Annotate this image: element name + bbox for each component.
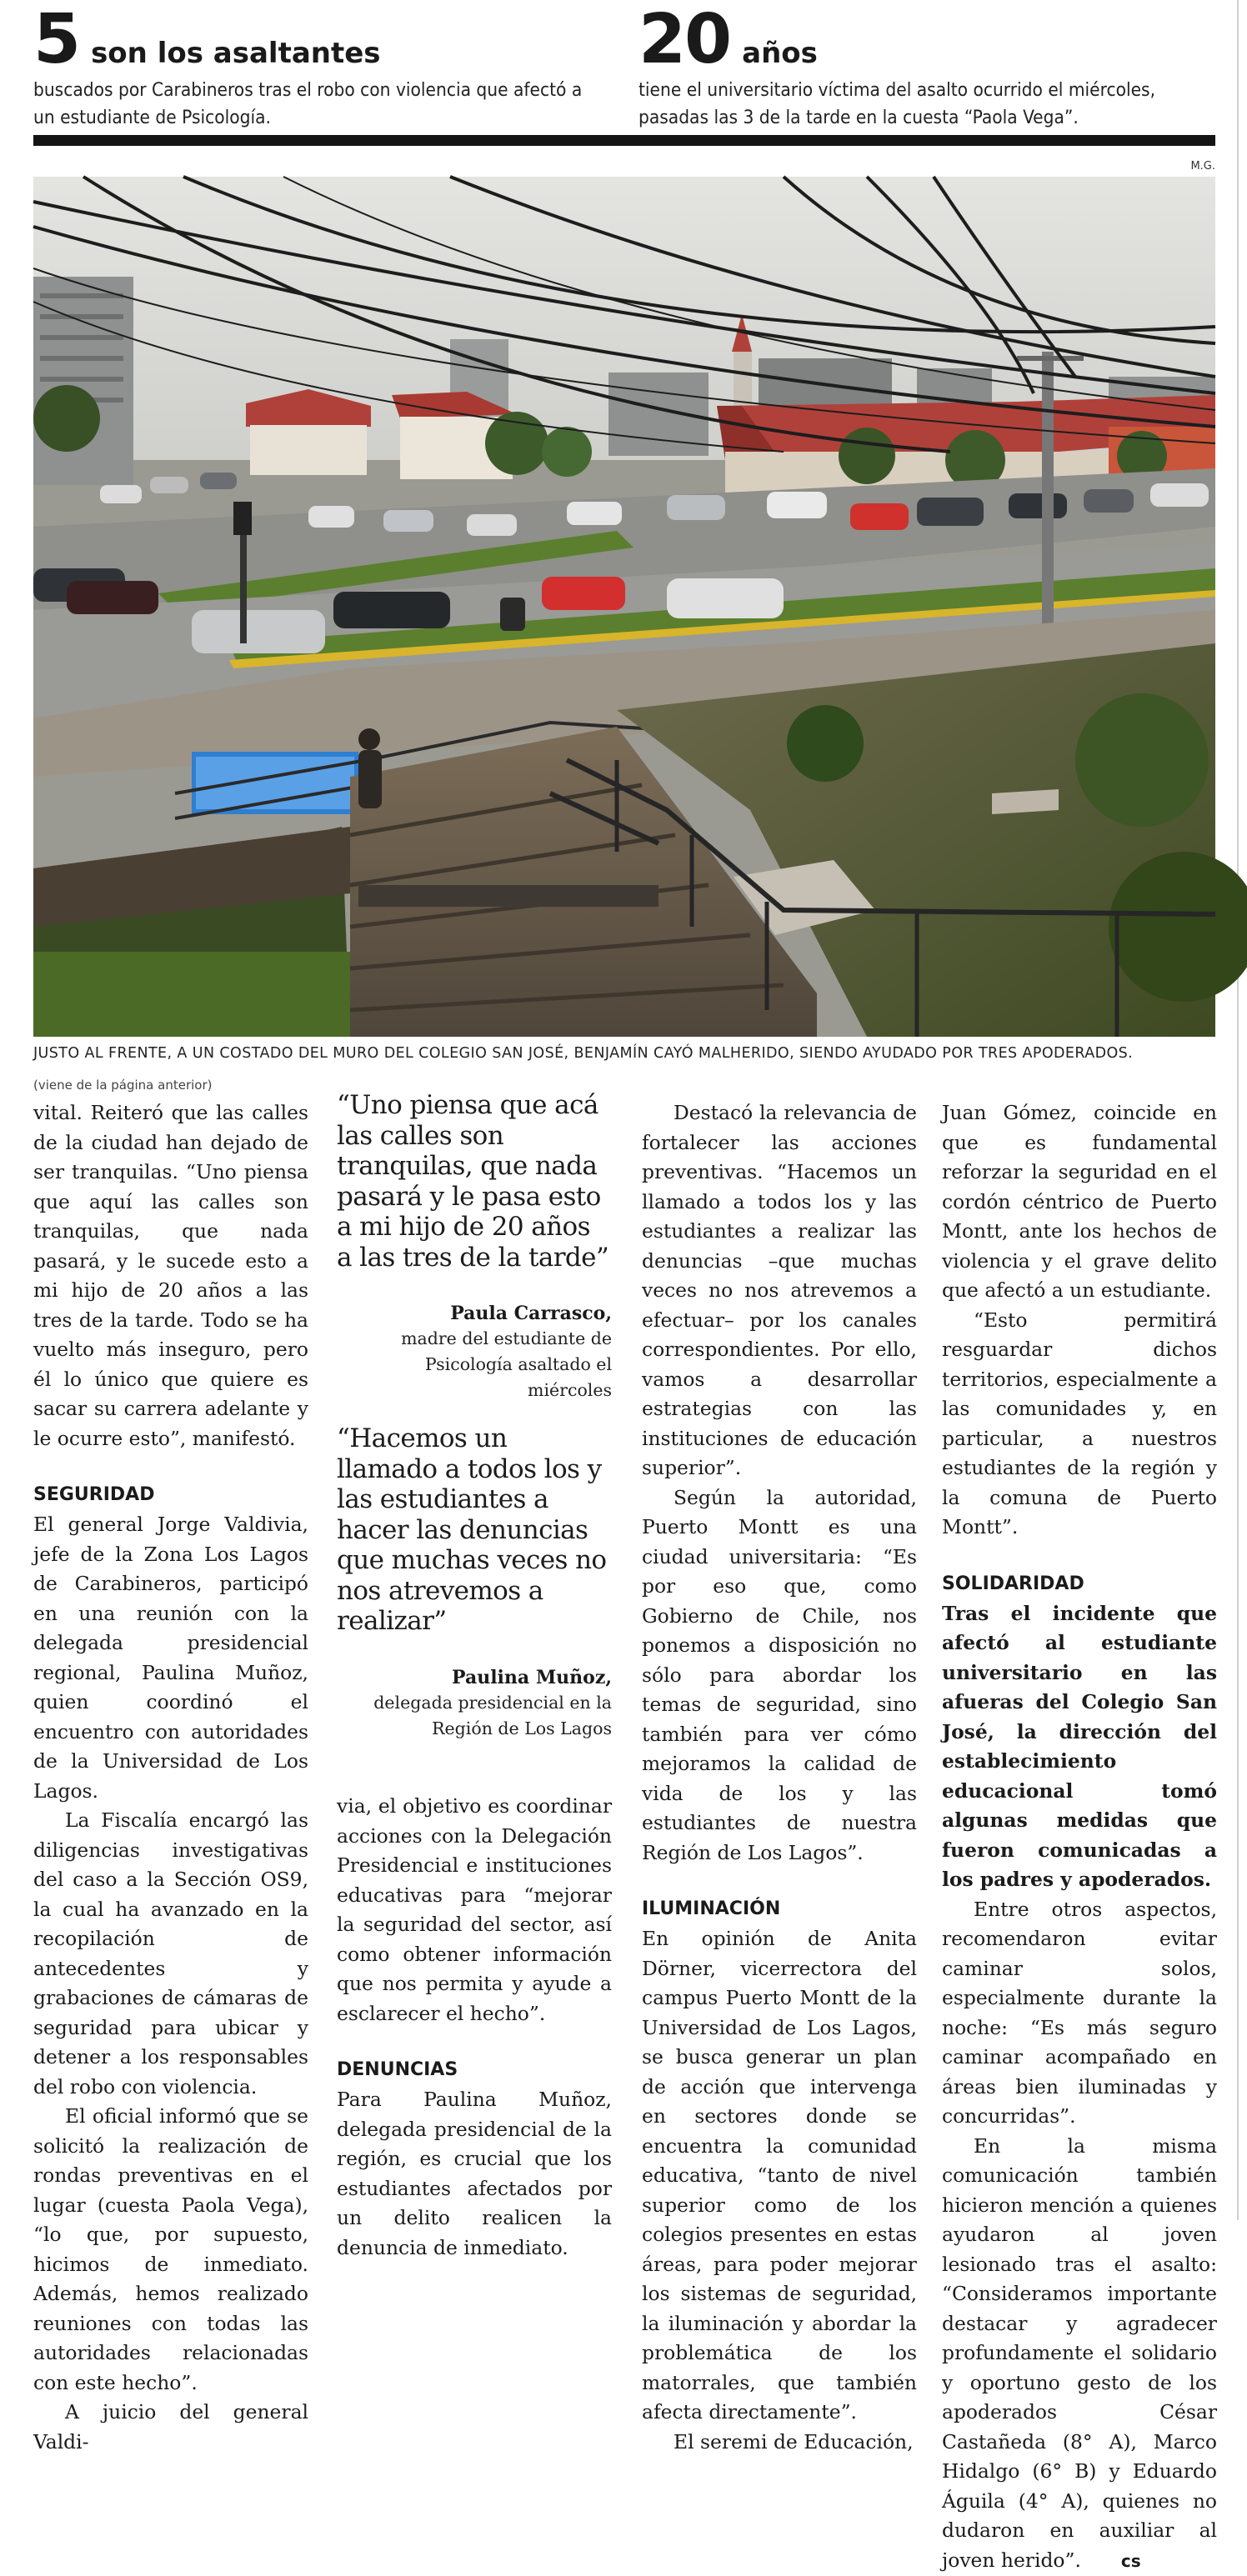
- subheading-denuncias: DENUNCIAS: [337, 2057, 612, 2083]
- paragraph: via, el objetivo es coordinar acciones con la Delegación Presidencial e instituciones educativas para “mejorar la seguridad del sector, así como obtener información que nos permita y ayude a esclarecer el hecho”.: [337, 1792, 612, 2028]
- stat-block-assailants: [33, 7, 600, 132]
- paragraph: A juicio del general Valdi-: [33, 2398, 308, 2457]
- stat-block-age: [639, 7, 1222, 132]
- paragraph: Destacó la relevancia de fortalecer las acciones preventivas. “Hacemos un llamado a todos los y las estudiantes a realizar las denuncias –que muchas veces no nos atrevemos a efectuar– por los canales correspondientes. Por ello, vamos a desarrollar estrategias con las instituciones de educación superior”.: [642, 1098, 917, 1483]
- paragraph: “Esto permitirá resguardar dichos territorios, especialmente a las comunidades y, en particular, a nuestros estudiantes de la región y la comuna de Puerto Montt”.: [942, 1306, 1217, 1543]
- subheading-solidaridad: SOLIDARIDAD: [942, 1571, 1217, 1598]
- pull-quote-delegate: [337, 1423, 612, 1742]
- paragraph: [942, 2132, 1217, 2576]
- article-column-3: [642, 1098, 917, 2457]
- paragraph-text: En la misma comunicación también hicieron mención a quienes ayudaron al joven lesionado tras el asalto: “Consideramos importante destacar y agradecer profundamente el solidario y oportuno gesto de los apoderados César Castañeda (8° A), Marco Hidalgo (6° B) y Eduardo Águila (4° A), quienes no dudaron en auxiliar al joven herido”.: [942, 2134, 1217, 2572]
- stat-description: buscados por Carabineros tras el robo con violencia que afectó a un estudiante de Psicología.: [33, 77, 600, 132]
- subheading-seguridad: SEGURIDAD: [33, 1482, 308, 1508]
- paragraph: vital. Reiteró que las calles de la ciudad han dejado de ser tranquilas. “Uno piensa que aquí las calles son tranquilas, que nada pasará, y le sucede esto a mi hijo de 20 años a las tres de la tarde. Todo se ha vuelto más inseguro, pero él lo único que quiere es sacar su carrera adelante y le ocurre esto”, manifestó.: [33, 1098, 308, 1453]
- paragraph: El general Jorge Valdivia, jefe de la Zona Los Lagos de Carabineros, participó en una reunión con la delegada presidencial regional, Paulina Muñoz, quien coordinó el encuentro con autoridades de la Universidad de Los Lagos.: [33, 1510, 308, 1806]
- paragraph: Entre otros aspectos, recomendaron evitar caminar solos, especialmente durante la noche: “Es más seguro caminar acompañado en áreas bien iluminadas y concurridas”.: [942, 1895, 1217, 2132]
- quote-author: Paulina Muñoz,: [337, 1665, 612, 1690]
- stat-heading: [639, 7, 1222, 75]
- paragraph: Para Paulina Muñoz, delegada presidencial de la región, es crucial que los estudiantes afectados por un delito realicen la denuncia de inmediato.: [337, 2085, 612, 2263]
- quote-role: madre del estudiante de Psicología asaltado el miércoles: [337, 1326, 612, 1403]
- quote-author: Paula Carrasco,: [337, 1301, 612, 1326]
- paragraph: Tras el incidente que afectó al estudiante universitario en las afueras del Colegio San José, la dirección del establecimiento educacional tomó algunas medidas que fueron comunicadas a los padres y apoderados.: [942, 1599, 1217, 1895]
- paragraph: Según la autoridad, Puerto Montt es una ciudad universitaria: “Es por eso que, como Gobierno de Chile, nos ponemos a disposición no sólo para abordar los temas de seguridad, sino también para ver cómo mejoramos la calidad de vida de los y las estudiantes de nuestra Región de Los Lagos”.: [642, 1483, 917, 1868]
- paragraph: El seremi de Educación,: [642, 2428, 917, 2458]
- photo-credit: M.G.: [1159, 160, 1215, 173]
- end-mark: cs: [1089, 2547, 1141, 2576]
- quote-text: “Uno piensa que acá las calles son tranquilas, que nada pasará y le pasa esto a mi hijo de 20 años a las tres de la tarde”: [337, 1090, 612, 1273]
- article-column-1: [33, 1098, 308, 2457]
- section-divider: [33, 135, 1215, 146]
- quote-role: delegada presidencial en la Región de Los Lagos: [337, 1690, 612, 1742]
- paragraph: Juan Gómez, coincide en que es fundamental reforzar la seguridad en el cordón céntrico de Puerto Montt, ante los hechos de violencia y el grave delito que afectó a un estudiante.: [942, 1098, 1217, 1306]
- stat-number: 5: [33, 7, 79, 73]
- street-scene-illustration: [33, 177, 1215, 1037]
- stat-label: años: [742, 37, 818, 70]
- stat-label: son los asaltantes: [91, 37, 380, 70]
- article-column-2: [337, 1792, 612, 2263]
- article-column-4: [942, 1098, 1217, 2576]
- stat-heading: [33, 7, 600, 75]
- photo-caption: JUSTO AL FRENTE, A UN COSTADO DEL MURO DEL COLEGIO SAN JOSÉ, BENJAMÍN CAYÓ MALHERIDO, SIENDO AYUDADO POR TRES APODERADOS.: [33, 1045, 1215, 1062]
- quote-text: “Hacemos un llamado a todos los y las estudiantes a hacer las denuncias que muchas veces no nos atrevemos a realizar”: [337, 1423, 612, 1637]
- page-edge-rule: [1237, 0, 1239, 2220]
- paragraph: El oficial informó que se solicitó la realización de rondas preventivas en el lugar (cuesta Paola Vega), “lo que, por supuesto, hicimos de inmediato. Además, hemos realizado reuniones con todas las autoridades relacionadas con este hecho”.: [33, 2102, 308, 2398]
- stat-description: tiene el universitario víctima del asalto ocurrido el miércoles, pasadas las 3 de la tarde en la cuesta “Paola Vega”.: [639, 77, 1222, 132]
- continued-note: (viene de la página anterior): [33, 1078, 212, 1093]
- stat-number: 20: [639, 7, 730, 73]
- pull-quote-mother: [337, 1090, 612, 1403]
- news-photo: [33, 177, 1215, 1037]
- person-silhouette: [358, 728, 382, 808]
- paragraph: En opinión de Anita Dörner, vicerrectora del campus Puerto Montt de la Universidad de Los Lagos, se busca generar un plan de acción que intervenga en sectores donde se encuentra la comunidad educativa, “tanto de nivel superior como de los colegios presentes en estas áreas, para poder mejorar los sistemas de seguridad, la iluminación y abordar la problemática de los matorrales, que también afecta directamente”.: [642, 1924, 917, 2428]
- subheading-iluminacion: ILUMINACIÓN: [642, 1896, 917, 1923]
- paragraph: La Fiscalía encargó las diligencias investigativas del caso a la Sección OS9, la cual ha avanzado en la recopilación de antecedentes y grabaciones de cámaras de seguridad para ubicar y detener a los responsables del robo con violencia.: [33, 1806, 308, 2102]
